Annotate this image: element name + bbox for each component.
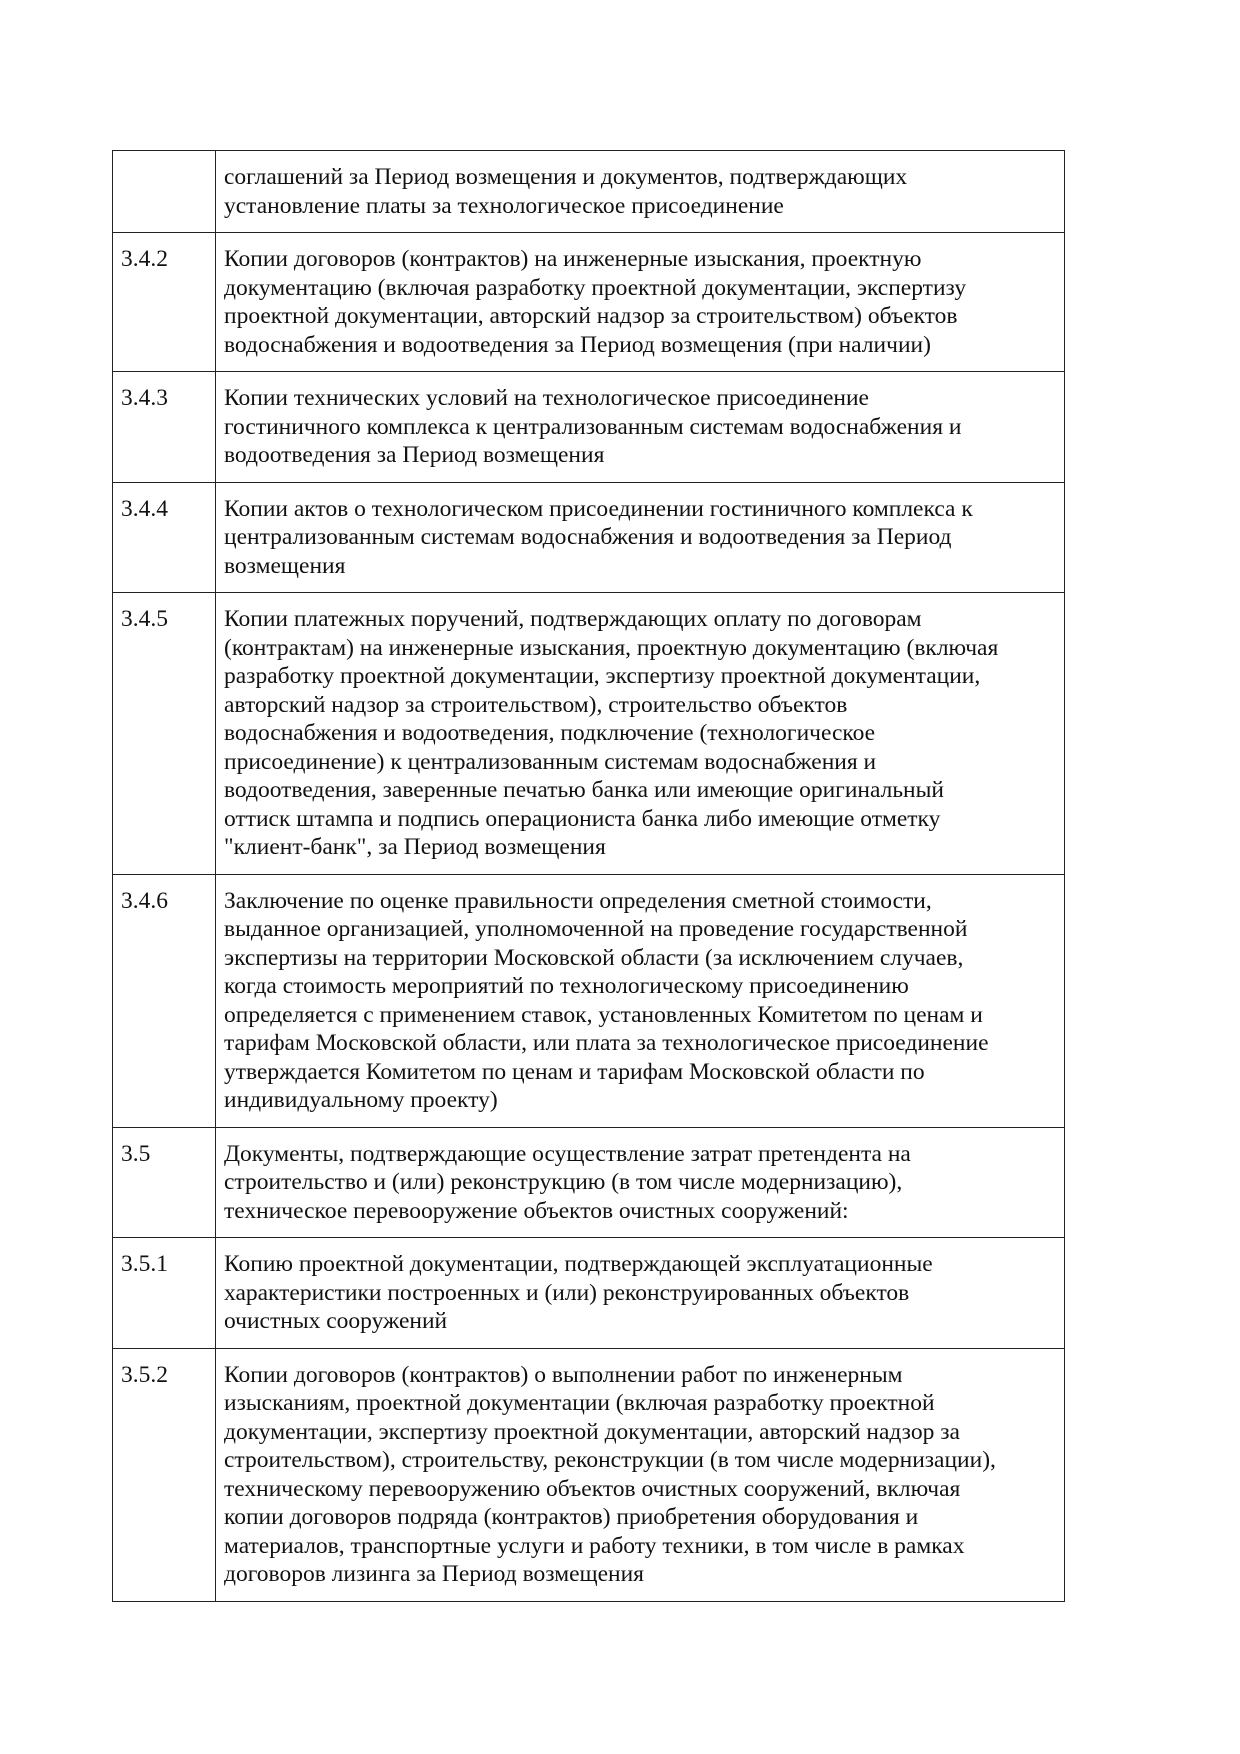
item-number: 3.4.6 [113, 874, 216, 1127]
item-number: 3.5.2 [113, 1348, 216, 1601]
item-description: Копию проектной документации, подтверждающей эксплуатационные характеристики построенных и (или) реконструированных объектов очистных сооружений [216, 1238, 1065, 1349]
item-description: Копии платежных поручений, подтверждающих оплату по договорам (контрактам) на инженерные изыскания, проектную документацию (включая разработку проектной документации, экспертизу проектной документации, авторский надзор за строительством), строительство объектов водоснабжения и водоотведения, подключение (технологическое присоединение) к централизованным системам водоснабжения и водоотведения, заверенные печатью банка или имеющие оригинальный оттиск штампа и подпись операциониста банка либо имеющие отметку "клиент-банк", за Период возмещения [216, 593, 1065, 875]
item-number: 3.4.3 [113, 372, 216, 483]
table-row [113, 1127, 1065, 1238]
item-description: Документы, подтверждающие осуществление затрат претендента на строительство и (или) реконструкцию (в том числе модернизацию), техническое перевооружение объектов очистных сооружений: [216, 1127, 1065, 1238]
item-description: соглашений за Период возмещения и документов, подтверждающих установление платы за технологическое присоединение [216, 151, 1065, 233]
item-number: 3.4.5 [113, 593, 216, 875]
table-row [113, 1348, 1065, 1601]
table-row [113, 874, 1065, 1127]
item-number: 3.5 [113, 1127, 216, 1238]
item-number: 3.4.2 [113, 233, 216, 372]
table-row [113, 151, 1065, 233]
table-row [113, 482, 1065, 593]
item-description: Копии актов о технологическом присоединении гостиничного комплекса к централизованным системам водоснабжения и водоотведения за Период возмещения [216, 482, 1065, 593]
item-description: Копии технических условий на технологическое присоединение гостиничного комплекса к централизованным системам водоснабжения и водоотведения за Период возмещения [216, 372, 1065, 483]
item-number [113, 151, 216, 233]
requirements-table [112, 150, 1065, 1602]
item-number: 3.4.4 [113, 482, 216, 593]
table-row [113, 1238, 1065, 1349]
table-row [113, 233, 1065, 372]
item-description: Заключение по оценке правильности определения сметной стоимости, выданное организацией, уполномоченной на проведение государственной экспертизы на территории Московской области (за исключением случаев, когда стоимость мероприятий по технологическому присоединению определяется с применением ставок, установленных Комитетом по ценам и тарифам Московской области, или плата за технологическое присоединение утверждается Комитетом по ценам и тарифам Московской области по индивидуальному проекту) [216, 874, 1065, 1127]
table-row [113, 372, 1065, 483]
item-description: Копии договоров (контрактов) на инженерные изыскания, проектную документацию (включая разработку проектной документации, экспертизу проектной документации, авторский надзор за строительством) объектов водоснабжения и водоотведения за Период возмещения (при наличии) [216, 233, 1065, 372]
item-description: Копии договоров (контрактов) о выполнении работ по инженерным изысканиям, проектной документации (включая разработку проектной документации, экспертизу проектной документации, авторский надзор за строительством), строительству, реконструкции (в том числе модернизации), техническому перевооружению объектов очистных сооружений, включая копии договоров подряда (контрактов) приобретения оборудования и материалов, транспортные услуги и работу техники, в том числе в рамках договоров лизинга за Период возмещения [216, 1348, 1065, 1601]
item-number: 3.5.1 [113, 1238, 216, 1349]
table-row [113, 593, 1065, 875]
